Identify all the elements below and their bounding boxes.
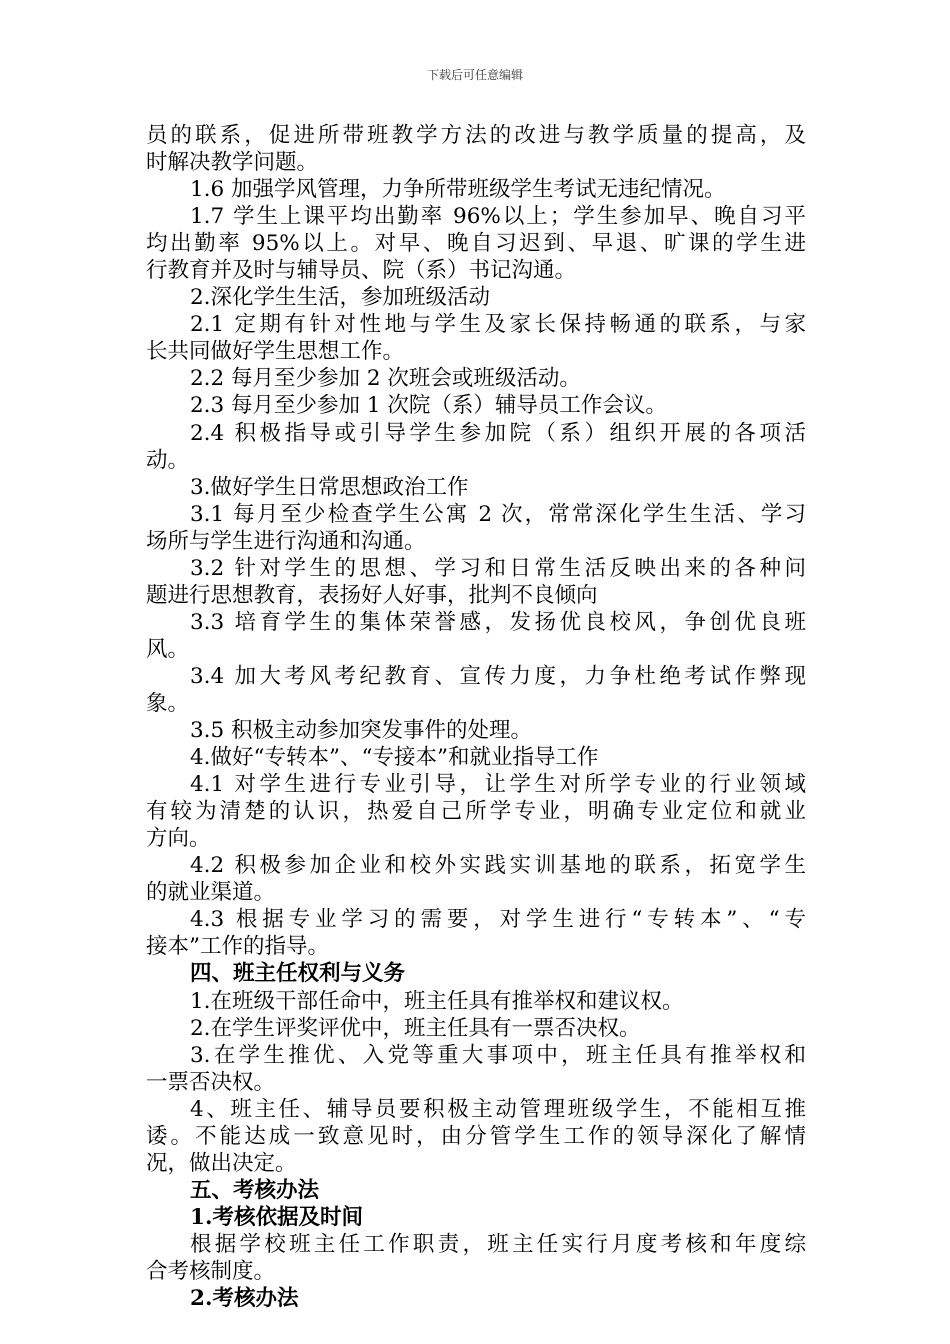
text-line: 合考核制度。	[146, 1258, 276, 1284]
document-body	[146, 122, 806, 1312]
text-line: 3.5 积极主动参加突发事件的处理。	[190, 718, 533, 744]
text-line: 一票否决权。	[146, 1069, 276, 1095]
text-line: 的就业渠道。	[146, 880, 276, 906]
text-line: 根据学校班主任工作职责，班主任实行月度考核和年度综	[190, 1231, 806, 1257]
text-line: 长共同做好学生思想工作。	[146, 339, 405, 365]
text-line: 3.3 培育学生的集体荣誉感，发扬优良校风，争创优良班	[190, 609, 806, 635]
text-line: 接本”工作的指导。	[146, 934, 329, 960]
text-line: 3.4 加大考风考纪教育、宣传力度，力争杜绝考试作弊现	[190, 663, 806, 689]
section-heading: 五、考核办法	[190, 1177, 320, 1203]
text-line: 2.1 定期有针对性地与学生及家长保持畅通的联系，与家	[190, 312, 806, 338]
section-heading: 1.考核依据及时间	[190, 1204, 363, 1230]
text-line: 3.1 每月至少检查学生公寓 2 次，常常深化学生生活、学习	[190, 501, 806, 527]
text-line: 风。	[146, 636, 190, 662]
section-heading: 2.考核办法	[190, 1286, 299, 1312]
text-line: 2.3 每月至少参加 1 次院（系）辅导员工作会议。	[190, 393, 667, 419]
text-line: 方向。	[146, 826, 211, 852]
text-line: 4.3 根据专业学习的需要，对学生进行“专转本”、“专	[190, 907, 806, 933]
text-line: 4.2 积极参加企业和校外实践实训基地的联系，拓宽学生	[190, 853, 806, 879]
text-line: 1.7 学生上课平均出勤率 96%以上；学生参加早、晚自习平	[190, 204, 806, 230]
text-line: 3.2 针对学生的思想、学习和日常生活反映出来的各种问	[190, 555, 806, 581]
text-line: 2.在学生评奖评优中，班主任具有一票否决权。	[190, 1015, 641, 1041]
text-line: 行教育并及时与辅导员、院（系）书记沟通。	[146, 258, 577, 284]
text-line: 有较为清楚的认识，热爱自己所学专业，明确专业定位和就业	[146, 799, 806, 825]
text-line: 2.4 积极指导或引导学生参加院（系）组织开展的各项活	[190, 420, 806, 446]
text-line: 1.6 加强学风管理，力争所带班级学生考试无违纪情况。	[190, 177, 726, 203]
text-line: 均出勤率 95%以上。对早、晚自习迟到、早退、旷课的学生进	[146, 231, 806, 257]
text-line: 象。	[146, 690, 190, 716]
text-line: 员的联系，促进所带班教学方法的改进与教学质量的提高，及	[146, 123, 806, 148]
text-line: 诿。不能达成一致意见时，由分管学生工作的领导深化了解情	[146, 1123, 806, 1149]
page-header-note: 下载后可任意编辑	[426, 68, 523, 82]
text-line: 4、班主任、辅导员要积极主动管理班级学生，不能相互推	[190, 1096, 806, 1122]
text-line: 1.在班级干部任命中，班主任具有推举权和建议权。	[190, 988, 684, 1014]
text-line: 3.做好学生日常思想政治工作	[190, 474, 469, 500]
text-line: 2.2 每月至少参加 2 次班会或班级活动。	[190, 366, 581, 392]
text-line: 4.做好“专转本”、“专接本”和就业指导工作	[190, 745, 599, 771]
text-line: 题进行思想教育，表扬好人好事，批判不良倾向	[146, 582, 598, 608]
text-line: 动。	[146, 447, 190, 473]
text-line: 况，做出决定。	[146, 1150, 297, 1176]
text-line: 3.在学生推优、入党等重大事项中，班主任具有推举权和	[190, 1042, 806, 1068]
text-line: 2.深化学生生活，参加班级活动	[190, 285, 491, 311]
text-line: 时解决教学问题。	[146, 150, 319, 176]
text-line: 场所与学生进行沟通和沟通。	[146, 528, 426, 554]
section-heading: 四、班主任权利与义务	[190, 961, 406, 987]
text-line: 4.1 对学生进行专业引导，让学生对所学专业的行业领域	[190, 772, 806, 798]
